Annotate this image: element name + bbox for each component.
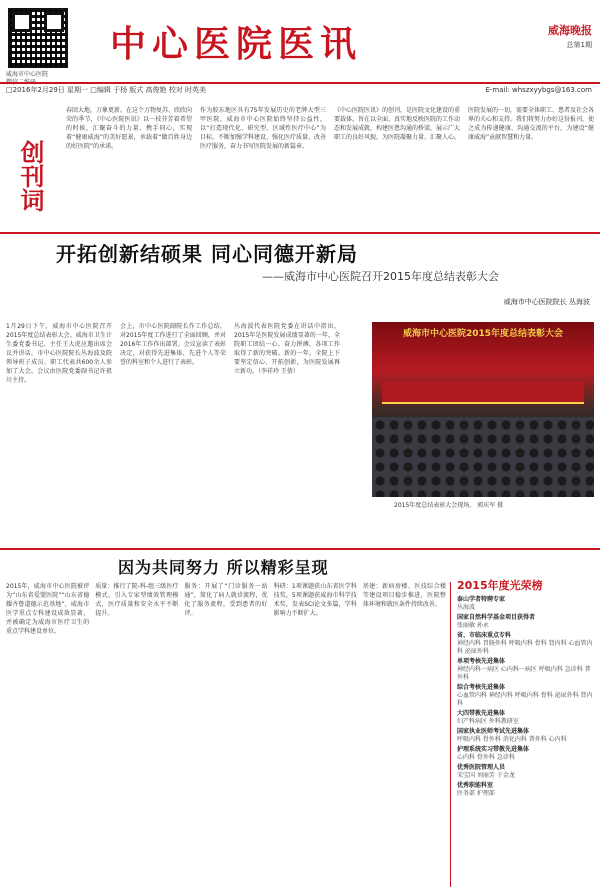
masthead (0, 0, 600, 100)
honor-roll-list (457, 594, 594, 879)
honor-category: 省、市临床重点专科 (457, 632, 512, 639)
honor-names: 医务部 护理部 (457, 790, 495, 797)
honor-category: 泰山学者特聘专家 (457, 596, 506, 603)
email[interactable]: E-mail: whszxyybgs@163.com (485, 86, 592, 94)
article-2-paragraph: 基建：新病房楼、医技综合楼等建设项目稳步推进，医院整体环境和就医条件持续改善。 (362, 583, 447, 608)
article-1 (6, 322, 340, 547)
honor-category: 护理系统实习带教先进集体 (457, 746, 530, 753)
article-1-paragraph: 1月29日下午，威海市中心医院召开2015年度总结表彰大会。威海市卫生计生委党委书记、主任王大虎应邀出席会议并讲话，市中心医院院长丛海波及院领导班子成员、职工代表共600余人参加了大会。会议由医院党委副书记许祖川主持。 (6, 323, 112, 384)
honor-names: 张丽敏 孙永 (457, 622, 489, 629)
brand-logo: 威海晚报 (548, 24, 592, 37)
honor-names: 丛海波 (457, 604, 476, 611)
date-bar (0, 82, 600, 96)
photo-banner: 威海市中心医院2015年度总结表彰大会 (402, 329, 564, 339)
qr-code-icon[interactable] (8, 8, 68, 68)
honor-category: 优秀医院管理人员 (457, 764, 506, 771)
headline-2: 因为共同努力 所以精彩呈现 (118, 558, 329, 577)
intro-paragraph: 作为胶东地区具有75年发展历史的老牌大型三甲医院，威海市中心医院始终坚持公益性，以“打造现代化、研究型、区域性医疗中心”为目标，不断加强学科建设、强化医疗质量、改善医疗服务，奋力书写医院发展的新篇章。 (200, 107, 326, 150)
headline-main: 开拓创新结硕果 同心同德开新局 (56, 242, 358, 266)
honor-names: 妇产科病区 外科教研室 (457, 718, 519, 725)
article-2-paragraph: 服务：开展了“门诊服务一站通”，简化了病人就诊流程，优化了服务流程，受到患者的好评。 (184, 583, 268, 617)
article-2 (6, 582, 446, 887)
honor-roll-title: 2015年度光荣榜 (457, 579, 543, 592)
issue-number: 总第1期 (566, 41, 592, 49)
honor-category: 优秀职能科室 (457, 782, 494, 789)
article-2-paragraph: 科研：1项课题获山东省医学科技奖，5项课题获威海市科学技术奖，发表SCI论文多篇，学科影响力不断扩大。 (273, 583, 357, 617)
article-2-paragraph: 质量：推行了院-科-组三级医疗模式，引入专家型绩效管理模式，医疗质量和安全水平不断提升。 (95, 583, 179, 617)
divider (0, 232, 600, 234)
honor-roll (450, 579, 594, 887)
honor-names: 神经内科 胃肠外科 呼吸内科 骨科 肾内科 心血管内科 泌尿外科 (457, 640, 593, 655)
article-2-paragraph: 2015年，威海市中心医院被评为“山东省爱婴医院”“山东省德耀齐鲁道德示范基地”，威海市医学重点专科建设成效显著，并被确定为威海市医疗卫生的重点学科建设单位。 (6, 583, 90, 635)
honor-names: 心血管内科 神经内科 呼吸内科 骨科 泌尿外科 肾内科 (457, 692, 593, 707)
photo-caption: 2015年度总结表彰大会现场。 郭庆军 摄 (394, 502, 504, 509)
stage (382, 382, 584, 404)
honor-names: 神经内科一病区 心内科一病区 呼吸内科 急诊科 普外科 (457, 666, 591, 681)
newspaper-title: 中心医院医讯 (110, 23, 363, 65)
divider (0, 548, 600, 550)
article-1-paragraph: 丛海波代表医院党委在讲话中指出，2015年是医院发展成绩显著的一年，全院职工团结一心、奋力拼搏，各项工作取得了新的突破。新的一年，全院上下要坚定信心、开拓创新，为医院发展再立新功。（李祥玲 王倩） (234, 323, 340, 375)
honor-category: 国家自然科学基金项目获得者 (457, 614, 536, 621)
honor-category: 单项考核先进集体 (457, 658, 506, 665)
honor-names: 心内科 骨外科 急诊科 (457, 754, 515, 761)
date-line: □2016年2月29日 星期一 □编辑 于杨 版式 高俊艳 校对 时英美 (6, 86, 206, 94)
intro-paragraph: 《中心医院医讯》的创刊，是医院文化建设的重要载体，旨在以全面、真实地反映医院的工作动态和发展成就，构建医患沟通的桥梁，展示广大职工的良好风貌，为医院凝聚力量、汇聚人心。 (334, 107, 460, 141)
intro-signature: 威海市中心医院院长 丛海波 (503, 298, 590, 306)
honor-names: 宋宝国 刘丽芳 于金龙 (457, 772, 515, 779)
intro-label (0, 100, 58, 315)
honor-category: 综合考核先进集体 (457, 684, 506, 691)
intro-paragraph: 春回大地，万象更新。在这个万物复苏、欣欣向荣的季节，《中心医院医讯》以一枝芬芳着希望的时候，汇聚奋斗的力量、携手同心，实现着“健康威海”的美好愿景，承载着“做百姓身边的好医院”的承诺。 (66, 107, 192, 150)
honor-category: 国家执业医师考试先进集体 (457, 728, 530, 735)
audience (372, 417, 594, 497)
event-photo (372, 322, 594, 497)
intro-paragraph: 医院发展的一切，需要全体职工、患者及社会各界的关心和支持。我们将努力办好这份报刊，使之成为传递健康、沟通交流的平台，为建设“健康威海”贡献智慧和力量。 (468, 107, 594, 141)
intro-title: 创刊词 (16, 140, 45, 212)
headline-sub: ——威海市中心医院召开2015年度总结表彰大会 (262, 270, 499, 283)
honor-category: 大四带教先进集体 (457, 710, 506, 717)
qr-caption: 威海市中心医院 微信二维码 (6, 71, 49, 86)
article-1-paragraph: 会上，市中心医院副院长作工作总结，对2015年度工作进行了全面回顾，并对2016年工作作出部署。会议宣读了表彰决定，对获得先进集体、先进个人等荣誉的科室和个人进行了表彰。 (120, 323, 226, 366)
honor-names: 呼吸内科 骨外科 消化内科 普外科 心内科 (457, 736, 567, 743)
